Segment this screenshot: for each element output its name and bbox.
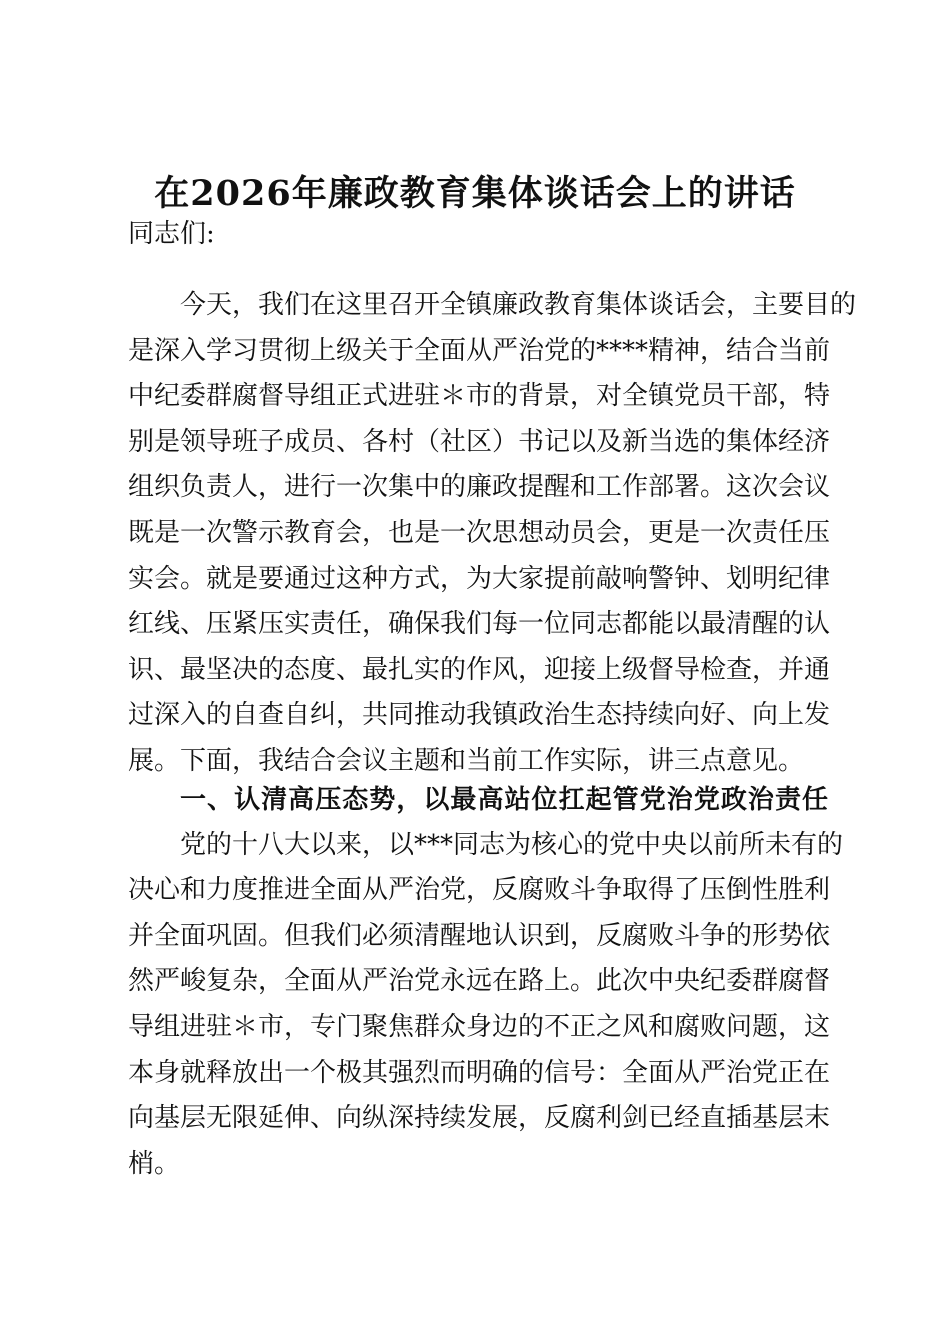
paragraph-line: 本身就释放出一个极其强烈而明确的信号：全面从严治党正在	[128, 1058, 831, 1088]
paragraph-line: 展。下面，我结合会议主题和当前工作实际，讲三点意见。	[128, 746, 805, 776]
paragraph-line: 识、最坚决的态度、最扎实的作风，迎接上级督导检查，并通	[128, 655, 831, 685]
document-title: 在2026年廉政教育集体谈话会上的讲话	[154, 173, 796, 214]
paragraph-line: 今天，我们在这里召开全镇廉政教育集体谈话会，主要目的	[180, 290, 857, 320]
paragraph-line: 是深入学习贯彻上级关于全面从严治党的****精神，结合当前	[128, 336, 831, 366]
paragraph-line: 实会。就是要通过这种方式，为大家提前敲响警钟、划明纪律	[128, 564, 831, 594]
paragraph-line: 组织负责人，进行一次集中的廉政提醒和工作部署。这次会议	[128, 472, 831, 502]
paragraph-line: 梢。	[128, 1149, 181, 1179]
paragraph-line: 过深入的自查自纠，共同推动我镇政治生态持续向好、向上发	[128, 700, 831, 730]
salutation: 同志们:	[128, 219, 215, 249]
paragraph-line: 导组进驻＊市，专门聚焦群众身边的不正之风和腐败问题，这	[128, 1012, 831, 1042]
paragraph-line: 并全面巩固。但我们必须清醒地认识到，反腐败斗争的形势依	[128, 921, 831, 951]
paragraph-line: 党的十八大以来，以***同志为核心的党中央以前所未有的	[180, 830, 844, 860]
paragraph-line: 中纪委群腐督导组正式进驻＊市的背景，对全镇党员干部，特	[128, 381, 831, 411]
paragraph-line: 既是一次警示教育会，也是一次思想动员会，更是一次责任压	[128, 518, 831, 548]
paragraph-line: 别是领导班子成员、各村（社区）书记以及新当选的集体经济	[128, 427, 831, 457]
paragraph-line: 红线、压紧压实责任，确保我们每一位同志都能以最清醒的认	[128, 609, 831, 639]
paragraph-line: 然严峻复杂，全面从严治党永远在路上。此次中央纪委群腐督	[128, 966, 831, 996]
paragraph-line: 向基层无限延伸、向纵深持续发展，反腐利剑已经直插基层末	[128, 1103, 831, 1133]
section-heading-1: 一、认清高压态势，以最高站位扛起管党治党政治责任	[180, 785, 828, 815]
paragraph-line: 决心和力度推进全面从严治党，反腐败斗争取得了压倒性胜利	[128, 875, 831, 905]
